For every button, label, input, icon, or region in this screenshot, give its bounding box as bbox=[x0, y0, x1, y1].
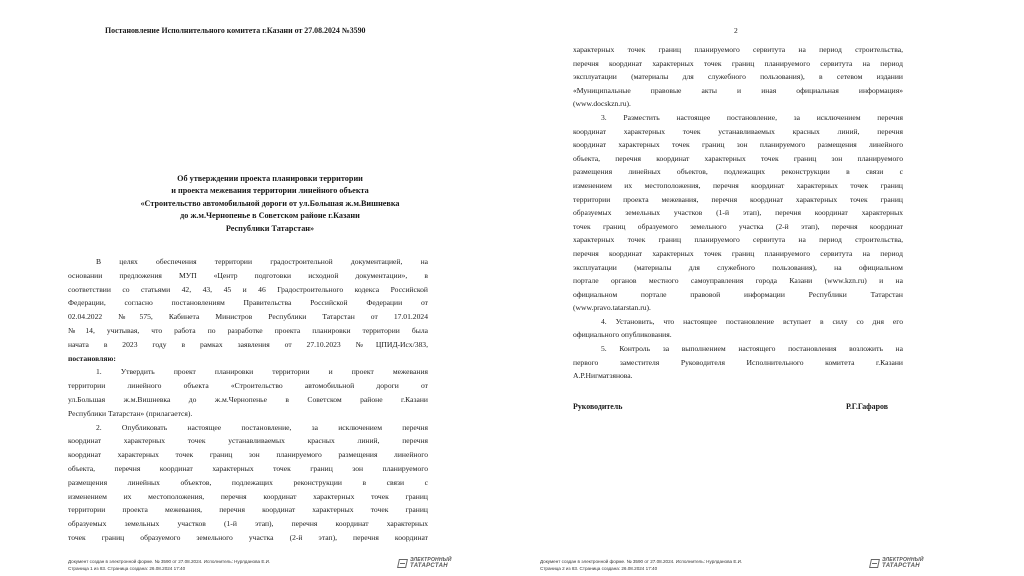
electronic-tatarstan-logo bbox=[870, 557, 924, 569]
logo-mark-icon bbox=[397, 559, 408, 568]
text-line: 5. Контроль за выполнением настоящего постановления возложить на bbox=[601, 344, 903, 354]
logo-text: ЭЛЕКТРОННЫЙ bbox=[410, 557, 452, 563]
title-line: и проекта межевания территории линейного объекта bbox=[171, 186, 369, 196]
page-number: 2 bbox=[734, 26, 738, 35]
document-footer bbox=[68, 558, 270, 572]
text-line: территории проекта межевания, перечня координат характерных точек границ bbox=[573, 194, 903, 204]
text-line: образуемых земельных участков (1-й этап), перечня координат характерных bbox=[68, 519, 428, 529]
footer-line: Страница 2 из 83. Страница создана: 26.08.2024 17:40 bbox=[540, 566, 658, 571]
text-line: начата в 2023 году в рамках заявления от 27.10.2023 №ЦПИД-Исх/383, bbox=[68, 339, 428, 349]
text-line: перечня координат характерных точек границ планируемого сервитута на период bbox=[573, 58, 903, 68]
text-line: 02.04.2022 №575, Кабинета Министров Республики Татарстан от 17.01.2024 bbox=[68, 312, 428, 322]
electronic-tatarstan-logo bbox=[398, 557, 452, 569]
text-line: №14, учитывая, что работа по разработке проекта планировки территории была bbox=[68, 325, 428, 335]
text-line: образуемых земельных участков (1-й этап), перечня координат характерных bbox=[573, 208, 903, 218]
text-line bbox=[68, 352, 428, 366]
text-line: территории линейного объекта «Строительство автомобильной дороги от bbox=[68, 381, 428, 391]
text-line: 4. Установить, что настоящее постановление вступает в силу со дня его bbox=[601, 316, 903, 326]
text-line: размещения линейных объектов, подлежащих реконструкции в связи с bbox=[68, 477, 428, 487]
text-line: портале органов местного самоуправления города Казани (www.kzn.ru) и на bbox=[573, 276, 903, 286]
body-text bbox=[573, 43, 903, 383]
document-header: Постановление Исполнительного комитета г.Казани от 27.08.2024 №3590 bbox=[105, 26, 366, 35]
logo-text: ТАТАРСТАН bbox=[882, 563, 920, 569]
document-footer bbox=[540, 558, 742, 572]
text-line: 2. Опубликовать настоящее постановление, за исключением перечня bbox=[96, 422, 428, 432]
text-line: официального опубликования. bbox=[573, 330, 672, 340]
title-line: Об утверждении проекта планировки территории bbox=[177, 174, 363, 183]
text-line: (www.pravo.tatarstan.ru). bbox=[573, 303, 651, 313]
text-line: Федерации, согласно постановлениям Правительства Российской Федерации от bbox=[68, 298, 428, 308]
text-line: объекта, перечня координат характерных точек границ зон планируемого bbox=[573, 153, 903, 163]
signature-position: Руководитель bbox=[573, 402, 623, 411]
text-line: характерных точек границ планируемого сервитута на период строительства, bbox=[573, 45, 903, 54]
text-line: объекта, перечня координат характерных точек границ зон планируемого bbox=[68, 463, 428, 473]
text-line: соответствии со статьями 42, 43, 45 и 46 Градостроительного кодекса Российской bbox=[68, 284, 428, 294]
text-line: 3. Разместить настоящее постановление, за исключением перечня bbox=[601, 112, 903, 122]
text-line: эксплуатации (материалы для служебного пользования), на официальном bbox=[573, 262, 903, 272]
text-line: первого заместителя Руководителя Исполнительного комитета г.Казани bbox=[573, 357, 903, 367]
text-line: основании предложения МУП «Центр подготовки исходной документации», в bbox=[68, 270, 428, 280]
logo-mark-icon bbox=[869, 559, 880, 568]
text-line: 1. Утвердить проект планировки территории и проект межевания bbox=[96, 367, 428, 377]
text-line: характерных точек границ планируемого сервитута на период строительства, bbox=[573, 235, 903, 245]
logo-text: ЭЛЕКТРОННЫЙ bbox=[882, 557, 924, 563]
logo-text: ТАТАРСТАН bbox=[410, 563, 448, 569]
text-line: А.Р.Нигматзянова. bbox=[573, 371, 633, 381]
resolution-word: постановляю: bbox=[68, 353, 116, 363]
document-title bbox=[90, 173, 450, 235]
text-line: В целях обеспечения территории градостроительной документацией, на bbox=[96, 257, 428, 266]
text-line: координат характерных точек устанавливаемых красных линий, перечня bbox=[573, 126, 903, 136]
text-line: официальном портале правовой информации Республики Татарстан bbox=[573, 289, 903, 299]
text-line: (www.docskzn.ru). bbox=[573, 99, 631, 109]
text-line: координат характерных точек границ зон планируемого размещения линейного bbox=[573, 140, 903, 150]
body-text bbox=[68, 255, 428, 545]
text-line: «Муниципальные правовые акты и иная официальная информация» bbox=[573, 85, 903, 95]
title-line: до ж.м.Чернопенье в Советском районе г.Казани bbox=[180, 211, 360, 221]
text-line: координат характерных точек устанавливаемых красных линий, перечня bbox=[68, 436, 428, 446]
text-line: Республики Татарстан» (прилагается). bbox=[68, 408, 193, 418]
text-line: точек границ образуемого земельного участка (2-й этап), перечня координат bbox=[68, 532, 428, 542]
text-line: ул.Большая ж.м.Вишневка до ж.м.Чернопенье в Советском районе г.Казани bbox=[68, 394, 428, 404]
text-line: точек границ образуемого земельного участка (2-й этап), перечня координат bbox=[573, 221, 903, 231]
text-line: размещения линейных объектов, подлежащих реконструкции в связи с bbox=[573, 167, 903, 177]
text-line: перечня координат характерных точек границ планируемого сервитута на период bbox=[573, 248, 903, 258]
text-line: территории проекта межевания, перечня координат характерных точек границ bbox=[68, 505, 428, 515]
signature-name: Р.Г.Гафаров bbox=[846, 402, 888, 411]
text-line: эксплуатации (материалы для служебного пользования), в сетевом издании bbox=[573, 72, 903, 82]
footer-line: Документ создан в электронной форме. № 3590 от 27.08.2024. Исполнитель: Нурлданова Е.И. bbox=[540, 559, 743, 564]
footer-line: Страница 1 из 83. Страница создана: 26.08.2024 17:40 bbox=[68, 566, 186, 571]
text-line: координат характерных точек границ зон планируемого размещения линейного bbox=[68, 450, 428, 460]
footer-line: Документ создан в электронной форме. № 3590 от 27.08.2024. Исполнитель: Нурлданова Е.И. bbox=[68, 559, 271, 564]
text-line: изменением их местоположения, перечня координат характерных точек границ bbox=[573, 180, 903, 190]
title-line: Республики Татарстан» bbox=[225, 223, 315, 233]
text-line: изменением их местоположения, перечня координат характерных точек границ bbox=[68, 491, 428, 501]
title-line: «Строительство автомобильной дороги от ул.Большая ж.м.Вишневка bbox=[140, 198, 400, 208]
